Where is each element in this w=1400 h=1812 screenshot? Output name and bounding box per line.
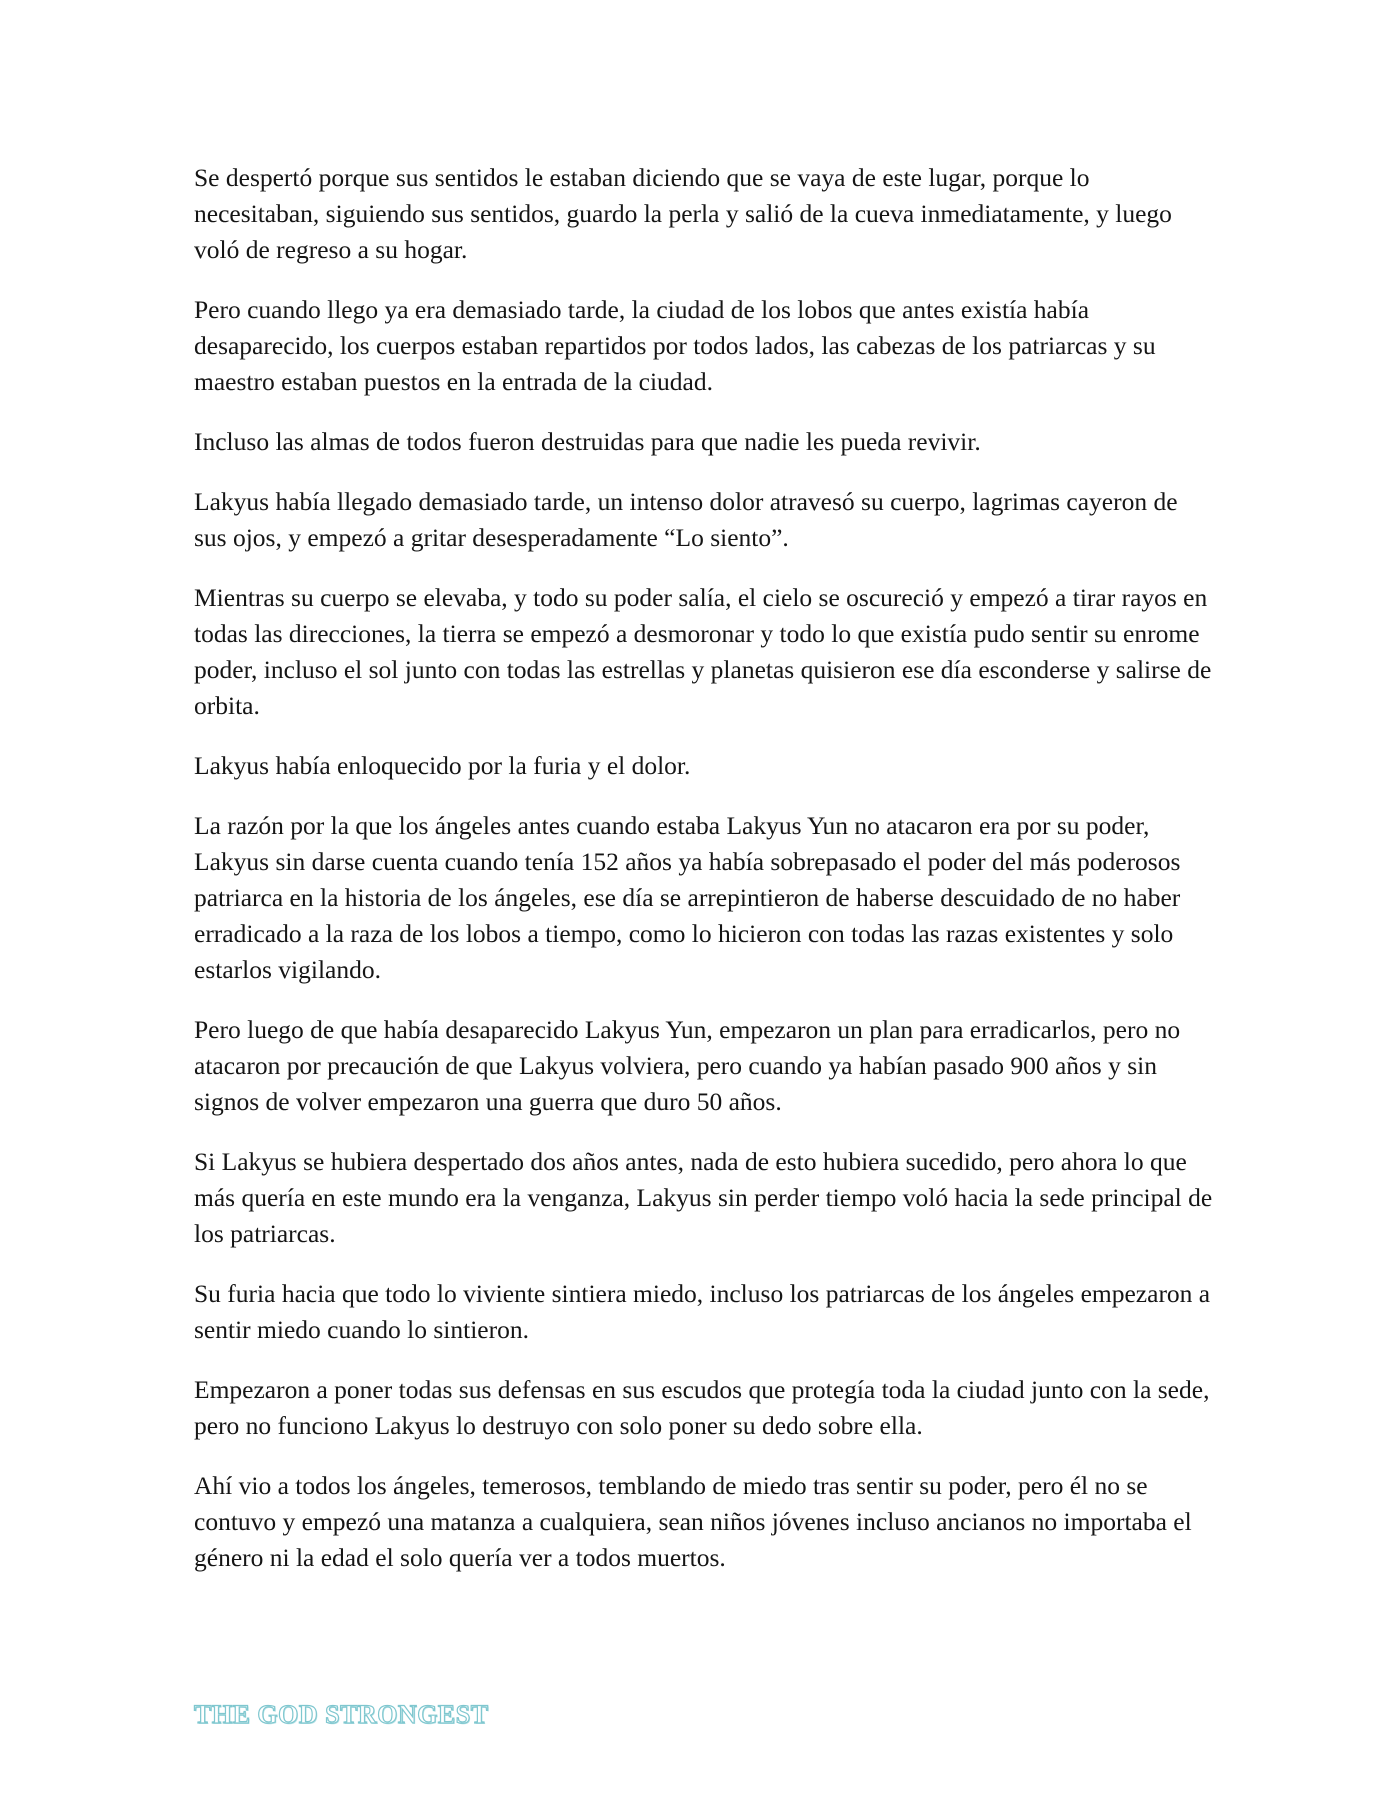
paragraph: Pero cuando llego ya era demasiado tarde, la ciudad de los lobos que antes existía había desaparecido, los cuerpos estaban repartidos por todos lados, las cabezas de los patriarcas y su maestro estaban puestos en la entrada de la ciudad.	[194, 295, 1156, 396]
paragraph: Si Lakyus se hubiera despertado dos años antes, nada de esto hubiera sucedido, pero ahora lo que más quería en este mundo era la venganza, Lakyus sin perder tiempo voló hacia la sede principal de los patriarcas.	[194, 1147, 1213, 1248]
paragraph: Lakyus había enloquecido por la furia y el dolor.	[194, 751, 691, 780]
paragraph: Empezaron a poner todas sus defensas en sus escudos que protegía toda la ciudad junto con la sede, pero no funciono Lakyus lo destruyo con solo poner su dedo sobre ella.	[194, 1375, 1210, 1440]
paragraph: Se despertó porque sus sentidos le estaban diciendo que se vaya de este lugar, porque lo necesitaban, siguiendo sus sentidos, guardo la perla y salió de la cueva inmediatamente, y luego voló de regreso a su hogar.	[194, 163, 1172, 264]
paragraph: Mientras su cuerpo se elevaba, y todo su poder salía, el cielo se oscureció y empezó a tirar rayos en todas las direcciones, la tierra se empezó a desmoronar y todo lo que existía pudo sentir su enrome poder, incluso el sol junto con todas las estrellas y planetas quisieron ese día esconderse y salirse de orbita.	[194, 583, 1212, 720]
document-body	[194, 160, 1214, 1600]
footer-logo: THE GOD STRONGEST	[194, 1700, 489, 1729]
paragraph: Pero luego de que había desaparecido Lakyus Yun, empezaron un plan para erradicarlos, pero no atacaron por precaución de que Lakyus volviera, pero cuando ya habían pasado 900 años y sin signos de volver empezaron una guerra que duro 50 años.	[194, 1015, 1181, 1116]
paragraph: Incluso las almas de todos fueron destruidas para que nadie les pueda revivir.	[194, 427, 981, 456]
paragraph: Su furia hacia que todo lo viviente sintiera miedo, incluso los patriarcas de los ángeles empezaron a sentir miedo cuando lo sintieron.	[194, 1279, 1211, 1344]
paragraph: La razón por la que los ángeles antes cuando estaba Lakyus Yun no atacaron era por su poder, Lakyus sin darse cuenta cuando tenía 152 años ya había sobrepasado el poder del más poderosos patriarca en la historia de los ángeles, ese día se arrepintieron de haberse descuidado de no haber erradicado a la raza de los lobos a tiempo, como lo hicieron con todas las razas existentes y solo estarlos vigilando.	[194, 811, 1181, 984]
paragraph: Ahí vio a todos los ángeles, temerosos, temblando de miedo tras sentir su poder, pero él no se contuvo y empezó una matanza a cualquiera, sean niños jóvenes incluso ancianos no importaba el género ni la edad el solo quería ver a todos muertos.	[194, 1471, 1192, 1572]
paragraph: Lakyus había llegado demasiado tarde, un intenso dolor atravesó su cuerpo, lagrimas cayeron de sus ojos, y empezó a gritar desesperadamente “Lo siento”.	[194, 487, 1178, 552]
